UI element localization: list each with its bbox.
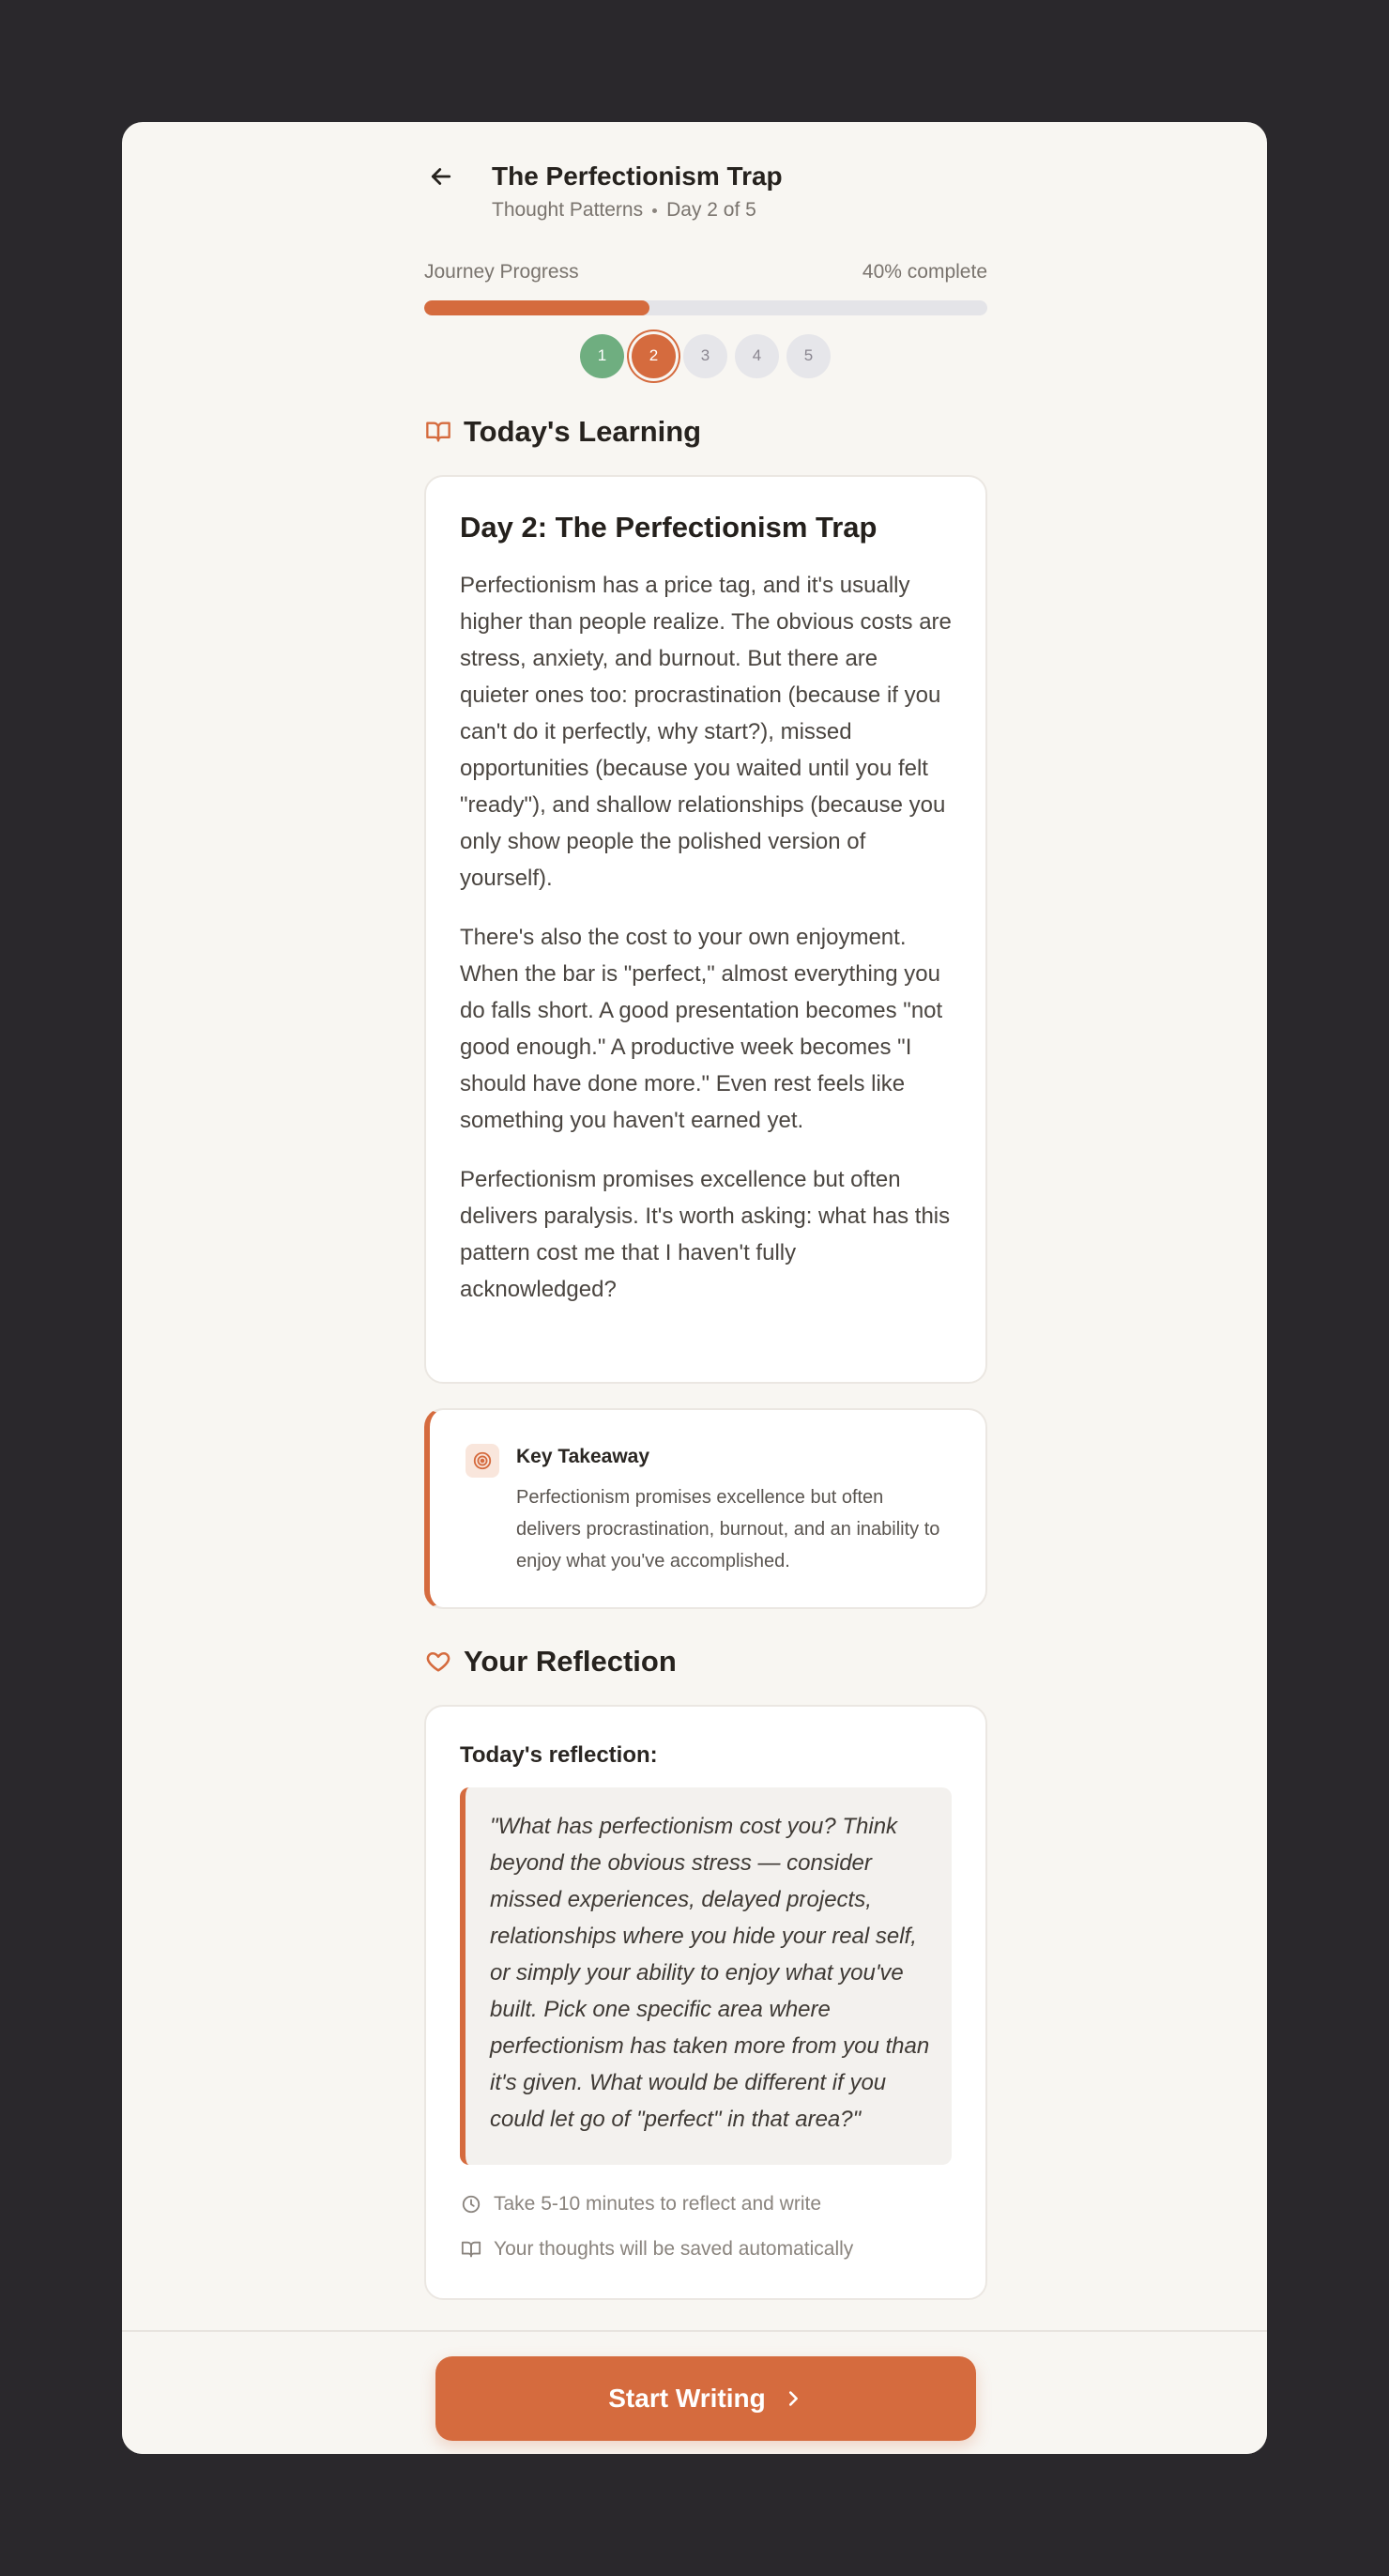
reflection-card <box>424 1705 987 2300</box>
takeaway-title: Key Takeaway <box>516 1446 650 1467</box>
progress-header <box>424 261 987 284</box>
learning-section-heading <box>424 413 701 451</box>
target-icon <box>466 1444 499 1478</box>
takeaway-body: Perfectionism promises excellence but often delivers procrastination, burnout, and an inability to enjoy what you've accomplished. <box>516 1487 940 1572</box>
day-stepper <box>580 332 831 379</box>
lesson-title: Day 2: The Perfectionism Trap <box>460 511 878 544</box>
book-open-icon <box>460 2238 482 2261</box>
progress-percent: 40% complete <box>862 261 987 283</box>
reflection-section-title: Your Reflection <box>464 1645 677 1678</box>
reflection-label: Today's reflection: <box>460 1742 658 1768</box>
progress-bar-fill <box>424 300 649 315</box>
category-label: Thought Patterns <box>492 199 644 221</box>
arrow-left-icon <box>427 162 455 191</box>
lesson-card <box>424 475 987 1384</box>
lesson-paragraph: There's also the cost to your own enjoyment. When the bar is "perfect," almost everything you do falls short. A good presentation becomes "not good enough." A productive week becomes "I should have done more." Even rest feels like something you haven't earned yet. <box>460 925 943 1133</box>
reflection-section-heading <box>424 1643 677 1680</box>
start-writing-label: Start Writing <box>608 2384 766 2413</box>
learning-section-title: Today's Learning <box>464 415 702 448</box>
save-hint-text: Your thoughts will be saved automatically <box>494 2238 854 2260</box>
footer-bar <box>122 2330 1267 2454</box>
clock-icon <box>460 2193 482 2216</box>
save-hint <box>460 2238 853 2261</box>
progress-bar <box>424 300 987 315</box>
book-open-icon <box>424 418 452 446</box>
heart-icon <box>424 1648 452 1676</box>
start-writing-button[interactable] <box>435 2356 976 2441</box>
progress-label: Journey Progress <box>424 261 579 283</box>
page-subtitle <box>492 199 756 222</box>
step-3[interactable]: 3 <box>683 334 727 378</box>
back-button[interactable] <box>424 160 458 193</box>
reflection-prompt: "What has perfectionism cost you? Think beyond the obvious stress — consider missed experiences, delayed projects, relationships where you hide your real self, or simply your ability to enjoy what you've built. Pick one specific area where perfectionism has taken more from you than it's given. What would be different if you could let go of "perfect" in that area?" <box>460 1787 952 2165</box>
time-hint-text: Take 5-10 minutes to reflect and write <box>494 2193 822 2215</box>
chevron-right-icon <box>783 2388 803 2409</box>
time-hint <box>460 2193 821 2216</box>
step-4[interactable]: 4 <box>735 334 779 378</box>
day-label: Day 2 of 5 <box>666 199 756 221</box>
key-takeaway-card <box>424 1408 987 1609</box>
page-title: The Perfectionism Trap <box>492 161 783 191</box>
step-1[interactable]: 1 <box>580 334 624 378</box>
separator-dot <box>652 208 657 213</box>
step-2[interactable]: 2 <box>632 334 676 378</box>
lesson-paragraph: Perfectionism promises excellence but often delivers paralysis. It's worth asking: what has this pattern cost me that I haven't fully acknowledged? <box>460 1167 951 1302</box>
app-frame <box>122 122 1267 2454</box>
step-5[interactable]: 5 <box>786 334 831 378</box>
lesson-paragraph: Perfectionism has a price tag, and it's usually higher than people realize. The obvious costs are stress, anxiety, and burnout. But there are quieter ones too: procrastination (because if you can't do it perfectly, why start?), missed opportunities (because you waited until you felt "ready"), and shallow relationships (because you only show people the polished version of yourself). <box>460 573 952 891</box>
